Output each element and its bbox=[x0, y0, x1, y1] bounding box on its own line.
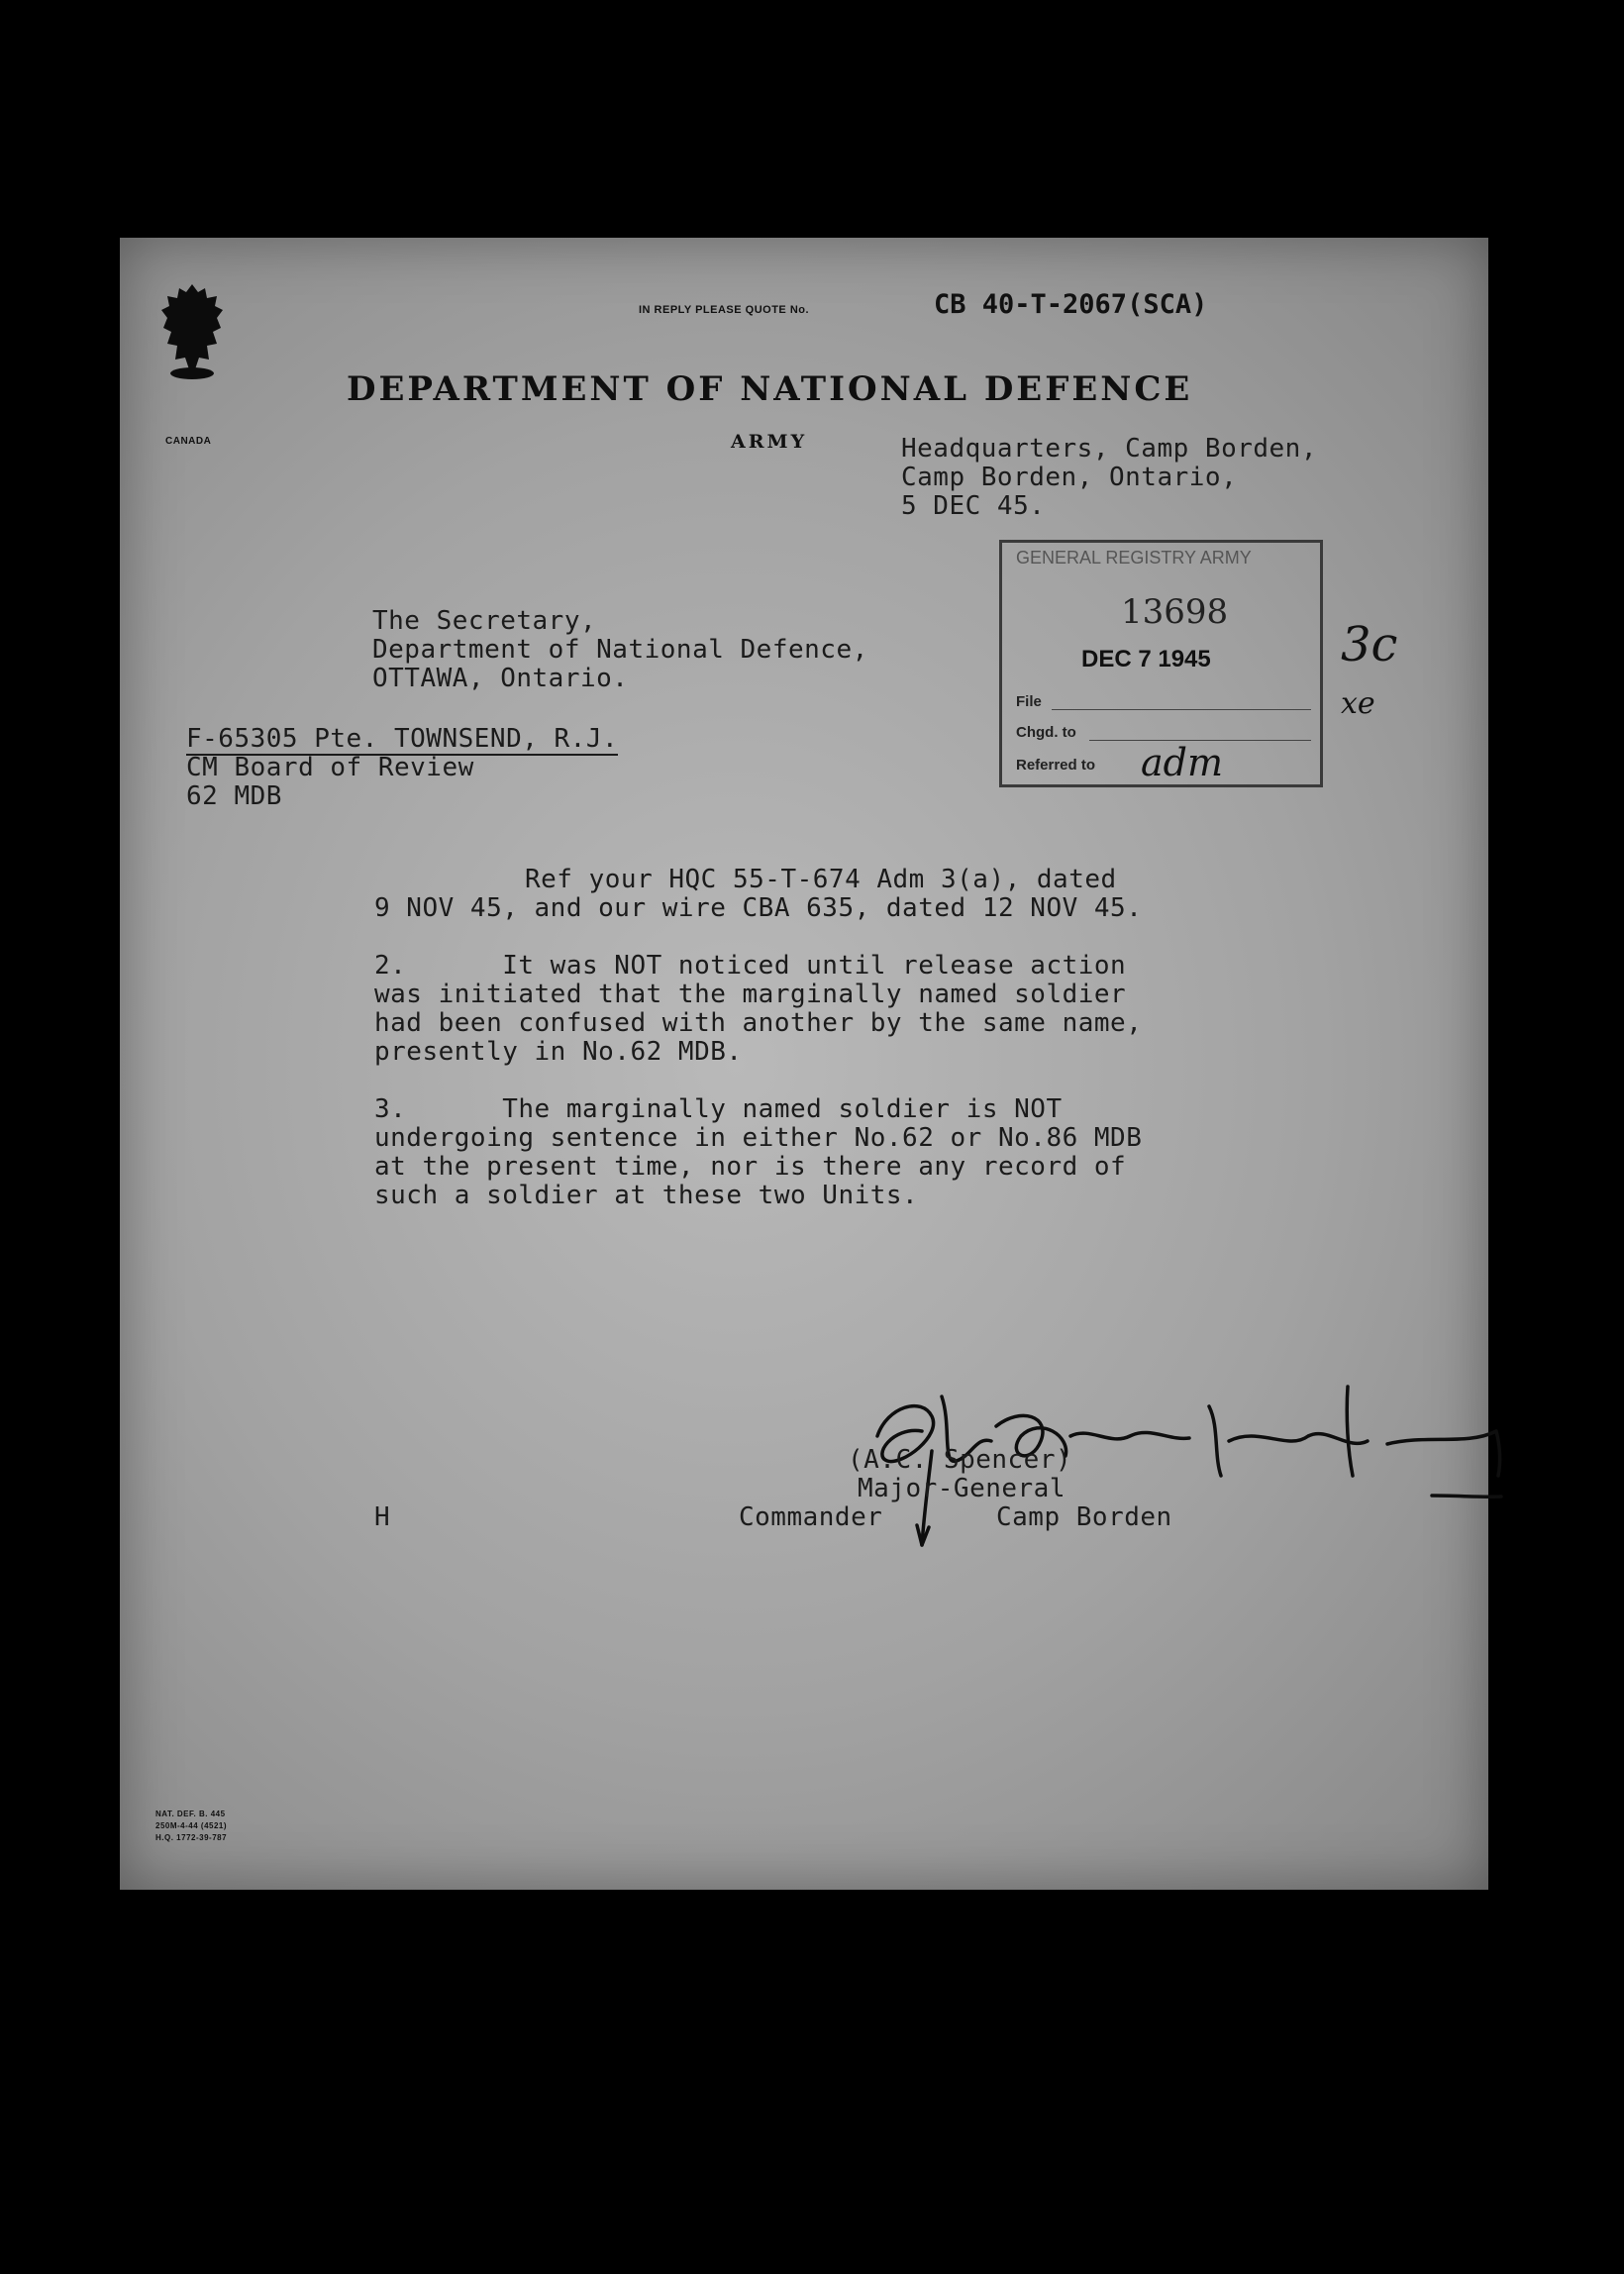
addressee-line-1: The Secretary, bbox=[372, 606, 597, 636]
subject-line-3: 62 MDB bbox=[186, 781, 282, 811]
stamp-file-line bbox=[1052, 709, 1311, 710]
emblem-caption: CANADA bbox=[165, 436, 212, 447]
origin-line-2: Camp Borden, Ontario, bbox=[901, 463, 1238, 492]
stamp-chgd-label: Chgd. to bbox=[1016, 724, 1076, 741]
paragraph-2-line-2: was initiated that the marginally named soldier bbox=[374, 980, 1127, 1009]
file-reference-number: CB 40-T-2067(SCA) bbox=[934, 289, 1208, 320]
coat-of-arms-emblem bbox=[155, 282, 230, 391]
paragraph-3-line-3: at the present time, nor is there any record of bbox=[374, 1152, 1127, 1182]
stamp-referred-label: Referred to bbox=[1016, 757, 1096, 774]
paragraph-1-line-2: 9 NOV 45, and our wire CBA 635, dated 12 NOV 45. bbox=[374, 893, 1143, 923]
form-number-line-3: H.Q. 1772-39-787 bbox=[155, 1833, 228, 1842]
form-number-line-1: NAT. DEF. B. 445 bbox=[155, 1809, 226, 1818]
paragraph-2-line-1: 2. It was NOT noticed until release action bbox=[374, 951, 1127, 981]
paragraph-1-line-1: Ref your HQC 55-T-674 Adm 3(a), dated bbox=[525, 865, 1117, 894]
paragraph-3-line-2: undergoing sentence in either No.62 or No.86 MDB bbox=[374, 1123, 1143, 1153]
origin-line-1: Headquarters, Camp Borden, bbox=[901, 434, 1317, 464]
paragraph-2-line-3: had been confused with another by the same name, bbox=[374, 1008, 1143, 1038]
paragraph-3-line-4: such a soldier at these two Units. bbox=[374, 1181, 919, 1210]
subject-line-1: F-65305 Pte. TOWNSEND, R.J. bbox=[186, 724, 619, 754]
paragraph-2-line-4: presently in No.62 MDB. bbox=[374, 1037, 743, 1067]
subject-line-2: CM Board of Review bbox=[186, 753, 474, 782]
addressee-line-3: OTTAWA, Ontario. bbox=[372, 664, 629, 693]
letter-date: 5 DEC 45. bbox=[901, 491, 1046, 521]
stamp-date: DEC 7 1945 bbox=[1081, 646, 1211, 672]
addressee-line-2: Department of National Defence, bbox=[372, 635, 868, 665]
margin-note-2: xe bbox=[1341, 686, 1375, 721]
service-label: ARMY bbox=[731, 431, 808, 453]
signatory-title-left: Commander bbox=[739, 1502, 883, 1532]
signatory-title-right: Camp Borden bbox=[996, 1502, 1172, 1532]
registry-stamp bbox=[999, 540, 1323, 787]
paragraph-3-line-1: 3. The marginally named soldier is NOT bbox=[374, 1094, 1063, 1124]
stamp-number: 13698 bbox=[1121, 592, 1229, 632]
reply-quote-label: IN REPLY PLEASE QUOTE No. bbox=[639, 304, 810, 316]
stamp-office: GENERAL REGISTRY ARMY bbox=[1016, 548, 1252, 568]
form-number-line-2: 250M-4-44 (4521) bbox=[155, 1821, 228, 1830]
stamp-referred-value: adm bbox=[1141, 741, 1224, 784]
signatory-rank: Major-General bbox=[858, 1474, 1066, 1503]
typist-initial: H bbox=[374, 1502, 391, 1532]
letter-sheet bbox=[120, 238, 1488, 1890]
stamp-file-label: File bbox=[1016, 693, 1042, 710]
department-heading: DEPARTMENT OF NATIONAL DEFENCE bbox=[347, 369, 1193, 409]
signatory-name: (A.C. Spencer) bbox=[848, 1445, 1072, 1475]
margin-note-1: 3c bbox=[1341, 617, 1398, 672]
